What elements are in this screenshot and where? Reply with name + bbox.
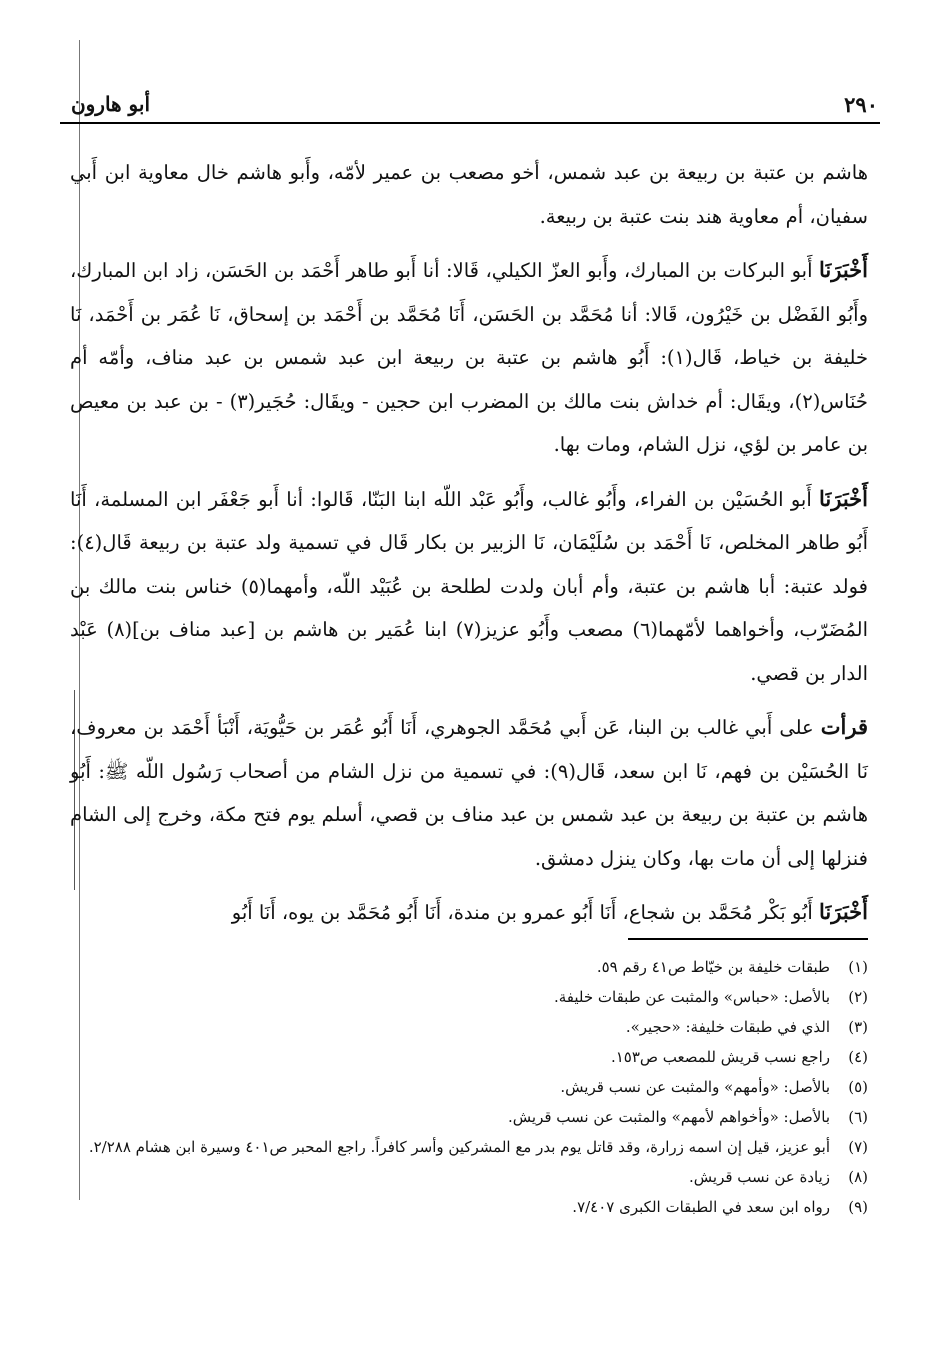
footnote: [68, 1192, 868, 1222]
footnote-number: (٦): [848, 1108, 868, 1126]
footnote-number: (٧): [848, 1138, 868, 1156]
paragraph-text: على أَبي غالب بن البنا، عَن أَبي مُحَمَّد الجوهري، أَنَا أَبُو عُمَر بن حَيُّويَة، أَنْبَأ أَحْمَد بن معروف، نَا الحُسَيْن بن فهم، نَا ابن سعد، قَال(٩): في تسمية من نزل الشام من أصحاب رَسُول اللّه ﷺ: أَبُو هاشم بن عتبة بن ربيعة بن عبد شمس بن عبد مناف بن قصي، أسلم يوم فتح مكة، وخرج إلى الشام فنزلها إلى أن مات بها، وكان ينزل دمشق.: [70, 716, 868, 870]
footnote-text: زيادة عن نسب قريش.: [689, 1168, 830, 1186]
footnote-number: (٥): [848, 1078, 868, 1096]
page-header: [60, 92, 880, 118]
paragraph-text: أَبو البركات بن المبارك، وأَبو العزّ الكيلي، قَالا: أنا أَبو طاهر أَحْمَد بن الحَسَن، زاد ابن المبارك، وأَبُو الفَضْل بن خَيْرُون، قَالا: أنا مُحَمَّد بن الحَسَن، أَنَا مُحَمَّد بن أَحْمَد بن إسحاق، نَا عُمَر بن أَحْمَد، نَا خليفة بن خياط، قَال(١): أَبُو هاشم بن عتبة بن ربيعة ابن عبد شمس بن عبد مناف، وأمّه أم حُنَاس(٢)، ويقَال: أم خداش بنت مالك بن المضرب ابن حجين - ويقَال: حُجَير(٣) - بن عبد بن معيص بن عامر بن لؤي، نزل الشام، ومات بها.: [70, 259, 869, 456]
footnote-text: طبقات خليفة بن خيّاط ص٤١ رقم ٥٩.: [596, 958, 830, 976]
paragraph: [70, 477, 868, 696]
footnote: [68, 1072, 868, 1102]
paragraph: [70, 248, 868, 467]
footnote: [68, 1102, 868, 1132]
footnote-text: أبو عزيز، قيل إن اسمه زرارة، وقد قاتل يوم بدر مع المشركين وأسر كافراً. راجع المحبر ص٤٠١ وسيرة ابن هشام ٢/٢٨٨.: [88, 1138, 830, 1156]
footnote-text: راجع نسب قريش للمصعب ص١٥٣.: [610, 1048, 830, 1066]
footnote-number: (٨): [848, 1168, 868, 1186]
paragraph-lead: أَخْبَرَنَا: [819, 257, 868, 282]
footnote: [68, 952, 868, 982]
paragraph: [70, 705, 868, 880]
main-text: [70, 150, 868, 945]
footnote: [68, 1012, 868, 1042]
footnote: [68, 1162, 868, 1192]
footnotes: [68, 952, 868, 1222]
footnote-text: الذي في طبقات خليفة: «حجير».: [625, 1018, 830, 1036]
paragraph: [70, 150, 868, 238]
footnote: [68, 1132, 868, 1162]
footnote-text: بالأصل: «وأخواهم لأمهم» والمثبت عن نسب قريش.: [508, 1108, 830, 1126]
footnote-text: بالأصل: «حباس» والمثبت عن طبقات خليفة.: [553, 988, 830, 1006]
paragraph-lead: أَخْبَرَنَا: [819, 899, 868, 924]
book-page: [60, 0, 880, 1347]
page-number: ٢٩٠: [844, 92, 878, 117]
paragraph-text: أَبو الحُسَيْن بن الفراء، وأَبُو غالب، وأَبُو عَبْد اللّه ابنا البَنّا، قَالوا: أنا أَبو جَعْفَر ابن المسلمة، أَنَا أَبُو طاهر المخلص، نَا أَحْمَد بن سُلَيْمَان، نَا الزبير بن بكار قَال في تسمية ولد عتبة بن ربيعة قَال(٤): فولد عتبة: أبا هاشم بن عتبة، وأم أبان ولدت لطلحة بن عُبَيْد اللّه، وأمهما(٥) خناس بنت مالك بن المُضَرّب، وأخواهما لأمّهما(٦) مصعب وأَبُو عزيز(٧) ابنا عُمَير بن هاشم بن [عبد مناف بن](٨) عَبْد الدار بن قصي.: [70, 487, 869, 685]
footnote-rule: [628, 938, 868, 940]
footnote-number: (٩): [848, 1198, 868, 1216]
footnote-text: رواه ابن سعد في الطبقات الكبرى ٧/٤٠٧.: [572, 1198, 830, 1216]
paragraph-lead: أَخْبَرَنَا: [819, 485, 868, 511]
paragraph-lead: قرأت: [820, 714, 868, 739]
running-title: أبو هارون: [70, 92, 150, 116]
footnote: [68, 1042, 868, 1072]
header-rule: [60, 122, 880, 124]
footnote-number: (٢): [848, 988, 868, 1006]
footnote-number: (١): [848, 958, 868, 976]
paragraph-text: أَبُو بَكْر مُحَمَّد بن شجاع، أَنَا أَبُو عمرو بن مندة، أَنَا أَبُو مُحَمَّد بن يوه، أَنَا أَبُو: [231, 901, 813, 924]
footnote-number: (٣): [848, 1018, 868, 1036]
footnote-number: (٤): [848, 1048, 868, 1066]
paragraph-text: هاشم بن عتبة بن ربيعة بن عبد شمس، أخو مصعب بن عمير لأمّه، وأَبو هاشم خال معاوية ابن أَبي سفيان، أم معاوية هند بنت عتبة بن ربيعة.: [70, 161, 868, 228]
footnote-text: بالأصل: «وأمهم» والمثبت عن نسب قريش.: [560, 1078, 830, 1096]
paragraph: [70, 890, 868, 935]
footnote: [68, 982, 868, 1012]
